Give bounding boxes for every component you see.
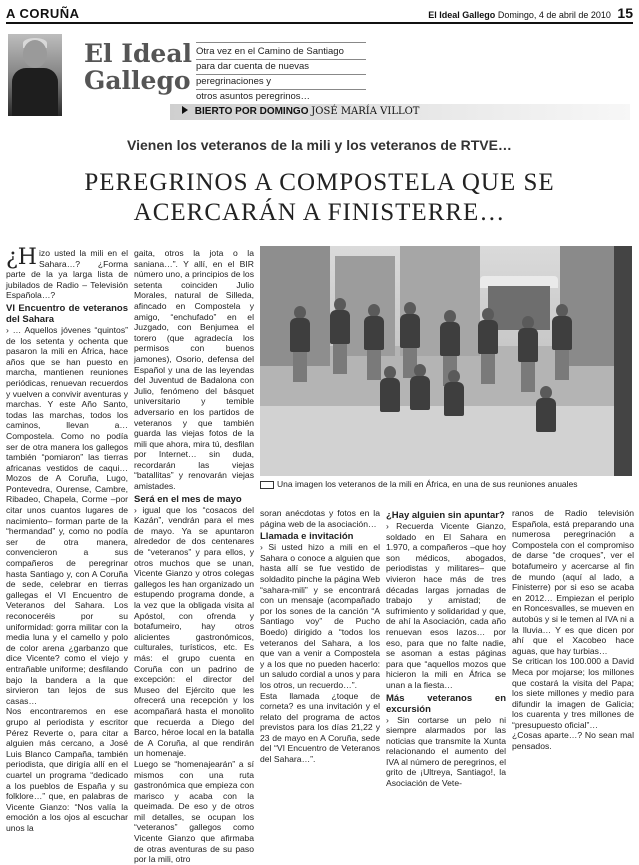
photo-caption [260, 479, 632, 489]
subheading: Será en el mes de mayo [134, 493, 242, 505]
group-photo [260, 246, 632, 476]
paragraph: › Si usted hizo a mili en el Sahara o conoce a alguien que hasta allí se fue vestido de soldadito pinche la página Web “sahara-mili” y se encontrará con un mensaje (acompañado por los sones de la canción “A Santiago voy” de Pucho Boedo) dirigido a “todos los veteranos del Sahara, a los que van a venir a Compostela y a los que no pueden hacerlo: un saludo cordial a unos y para los otros, un recuerdo…”. [260, 542, 380, 690]
paragraph: › Sin cortarse un pelo ni siempre alarmados por las noticias que transmite la Xunta relacionando el aumento del IVA al número de peregrinos, el grito de ¡Ultreya, Santiago!, la Asociación de Vete- [386, 714, 506, 789]
logo-line-2: Gallego [84, 66, 191, 95]
title-line-2: ACERCARÁN A FINISTERRE… [133, 199, 506, 226]
article-column-1 [6, 245, 128, 833]
paragraph: Se critican los 100.000 a David Meca por mojarse; los millones que costará la visita del Papa; los siete millones y medio para difundir la imagen de Galicia; los cuarenta y tres millones de “presupuesto oficial”… [512, 656, 634, 730]
paragraph: ranos de Radio televisión Española, está preparando una numerosa peregrinación a Compostela con el compromiso de darse “de croques”, ver el botafumeiro y acercarse al fin de mundo (aquí al lado, a Finisterre) por si eso se acaba en 2012… Empiezan el periplo en Roncesvalles, se mueven en autobús y si le temen al IVA ni a la lluvia… Y es que dicen por ahí que el Xacobeo hace aguas, que hay turbias… [512, 508, 634, 656]
author-portrait [8, 34, 62, 116]
title-line-1: PEREGRINOS A COMPOSTELA QUE SE [84, 169, 555, 196]
paragraph: › … Aquellos jóvenes “quintos” de los setenta y ochenta que pasaron la mili en África, hace años que se han puesto en marcha, mantienen reuniones periódicas, renuevan recuerdos y vuelven a convivir aventuras y marchas. Y este Año Santo, todas las marchas, todos los caminos, llevan a… Compostela. Como no podía ser de otra manera los gallegos también “pomiaron” las tierras africanas vestidos de caqui… Mozos de A Coruña, Lugo, Pontevedra, Ourense, Cambre, Ribadeo, Chapela, Corme –por citar unos cuantos lugares de nacimiento– forman parte de la “hermandad” y, como no podía ser de otra manera, convencieron a sus compañeros de peregrinar hasta Santiago y, con A Coruña de sede, celebrar en tierras gallegas el VI Encuentro de Veteranos del Sahara. Los reconoceréis por su uniformidad: gorra militar con la media luna y el camello y polo de color arena ¿garbanzo que dice Vicente? como el viejo y entrañable uniforme; desfilando bajo la bandera a la que sirvieron tan lejos de sus casas… [6, 324, 128, 706]
subheading: ¿Hay alguien sin apuntar? [386, 510, 505, 521]
subheading: VI Encuentro de veteranos del Sahara [6, 302, 128, 325]
article-title [0, 168, 639, 228]
caption-text: Una imagen los veteranos de la mili en África, en una de sus reuniones anuales [277, 479, 578, 489]
paragraph: Luego se “homenajearán” a sí mismos con una ruta gastronómica que empieza con marisco y acaba con la queimada. De eso y de otros mil detalles, se ocupan los “veteranos” gallegos como Vicente Gianzo que afirmaba de otras aventuras de su paso por la mili, otro [134, 758, 254, 865]
intro-line: Otra vez en el Camino de Santiago [196, 45, 366, 60]
paragraph: soran anécdotas y fotos en la página web de la asociación… [260, 508, 380, 529]
subheading: Más veteranos en excursión [386, 692, 506, 715]
article-column-3 [260, 508, 380, 765]
paragraph: Nos encontraremos en ese grupo al periodista y escritor Pérez Reverte o, para citar a alguien más cercano, a José Luis Blanco Campaña, también periodista, que dirigía allí en el cuartel un programa “dedicado a los pueblos de España y su folklore…” que, en palabras de Vicente Gianzo: “Nos valía la emoción a los ojos al escuchar unos la [6, 706, 128, 833]
issue-date: Domingo, 4 de abril de 2010 [497, 10, 611, 20]
page-header [428, 5, 633, 21]
intro-line: otros asuntos peregrinos… [196, 90, 366, 105]
logo-line-1: El Ideal [84, 39, 193, 68]
camera-icon [260, 481, 274, 489]
byline [182, 106, 419, 117]
paragraph: Esta llamada ¿toque de corneta? es una invitación y el relato del programa de actos previstos para los días 21,22 y 23 de mayo en A Coruña, sede del “VI Encuentro de Veteranos del Sahara…”. [260, 690, 380, 765]
article-column-4 [386, 508, 506, 789]
paragraph: › Recuerda Vicente Gianzo, soldado en El Sahara en 1.970, a compañeros –que hoy son médicos, abogados, periodistas y militares– que vivieron hace más de tres décadas largas jornadas de trabajo y amistad; de sufrimiento y solidaridad y que, de ahí la Asociación, cada año renuevan esos lazos… por eso, para que no falte nadie, se asoman a estas páginas para que “aquellos mozos que hicieron la mili en África se unan a la fiesta… [386, 521, 506, 690]
article-subtitle: Vienen los veteranos de la mili y los veteranos de RTVE… [127, 137, 512, 153]
newspaper-name: El Ideal Gallego [428, 10, 496, 20]
article-column-5 [512, 508, 634, 752]
column-name: BIERTO POR DOMINGO [194, 106, 309, 117]
article-column-2 [134, 248, 254, 865]
section-name: A CORUÑA [6, 6, 80, 21]
paragraph: izo usted la mili en el Sahara…? ¿Forma parte de la ya larga lista de jubilados de Radio – Televisión Española…? [6, 248, 128, 301]
header-rule [6, 22, 633, 24]
subheading: Llamada e invitación [260, 531, 354, 543]
paragraph: ¿Cosas aparte…? No sean mal pensados. [512, 730, 634, 752]
author-name: JOSÉ MARÍA VILLOT [311, 106, 420, 117]
paragraph: gaita, otros la jota o la saniana…”. Y allí, en el BIR número uno, a principios de los setenta coinciden Julio Morales, natural de Silleda, afincado en Compostela y amigo, “enchufado” en el Juzgado, con Benjumea el torero (que agradecía los permisos con buenos jamones), Osorio, defensa del Español y una de las leyendas del Juventud de Badalona con Julio, fenómeno del básquet universitario y temible adversario en los partidos de veteranos y que también guarda las viejas fotos de la mili que ahora, mira tú, desfilan por Internet… sin duda, recordarán las viejas “batallitas” y renovarán viejas amistades. [134, 248, 254, 492]
column-intro [196, 42, 366, 105]
triangle-icon [182, 106, 188, 114]
page-number: 15 [617, 5, 633, 21]
intro-line: para dar cuenta de nuevas [196, 60, 366, 75]
paragraph: › igual que los “cosacos del Kazán”, vendrán para el mes de mayo. Ya se apuntaron alrededor de dos centenares de “veteranos” y para ellos, y otros muchos que se unan, Vicente Gianzo y otros colegas gallegos les han organizado un estupendo programa donde, a la vez que la obligada visita al Apóstol, con ofrenda y botafumeiro, hay otros alicientes gastronómicos, culturales, turísticos, etc. Es más: el grupo cuenta en Coruña con un padrino de excepción: el director del Museo del Ejército que les ofrecerá una recepción y los acompañará hasta el monolito que recuerda a Diego del Barco, héroe local en la batalla de A Coruña, al que rendirán un homenaje. [134, 504, 254, 759]
intro-line: peregrinaciones y [196, 75, 366, 90]
dropcap: ¿H [6, 245, 37, 270]
column-logo [84, 40, 192, 94]
